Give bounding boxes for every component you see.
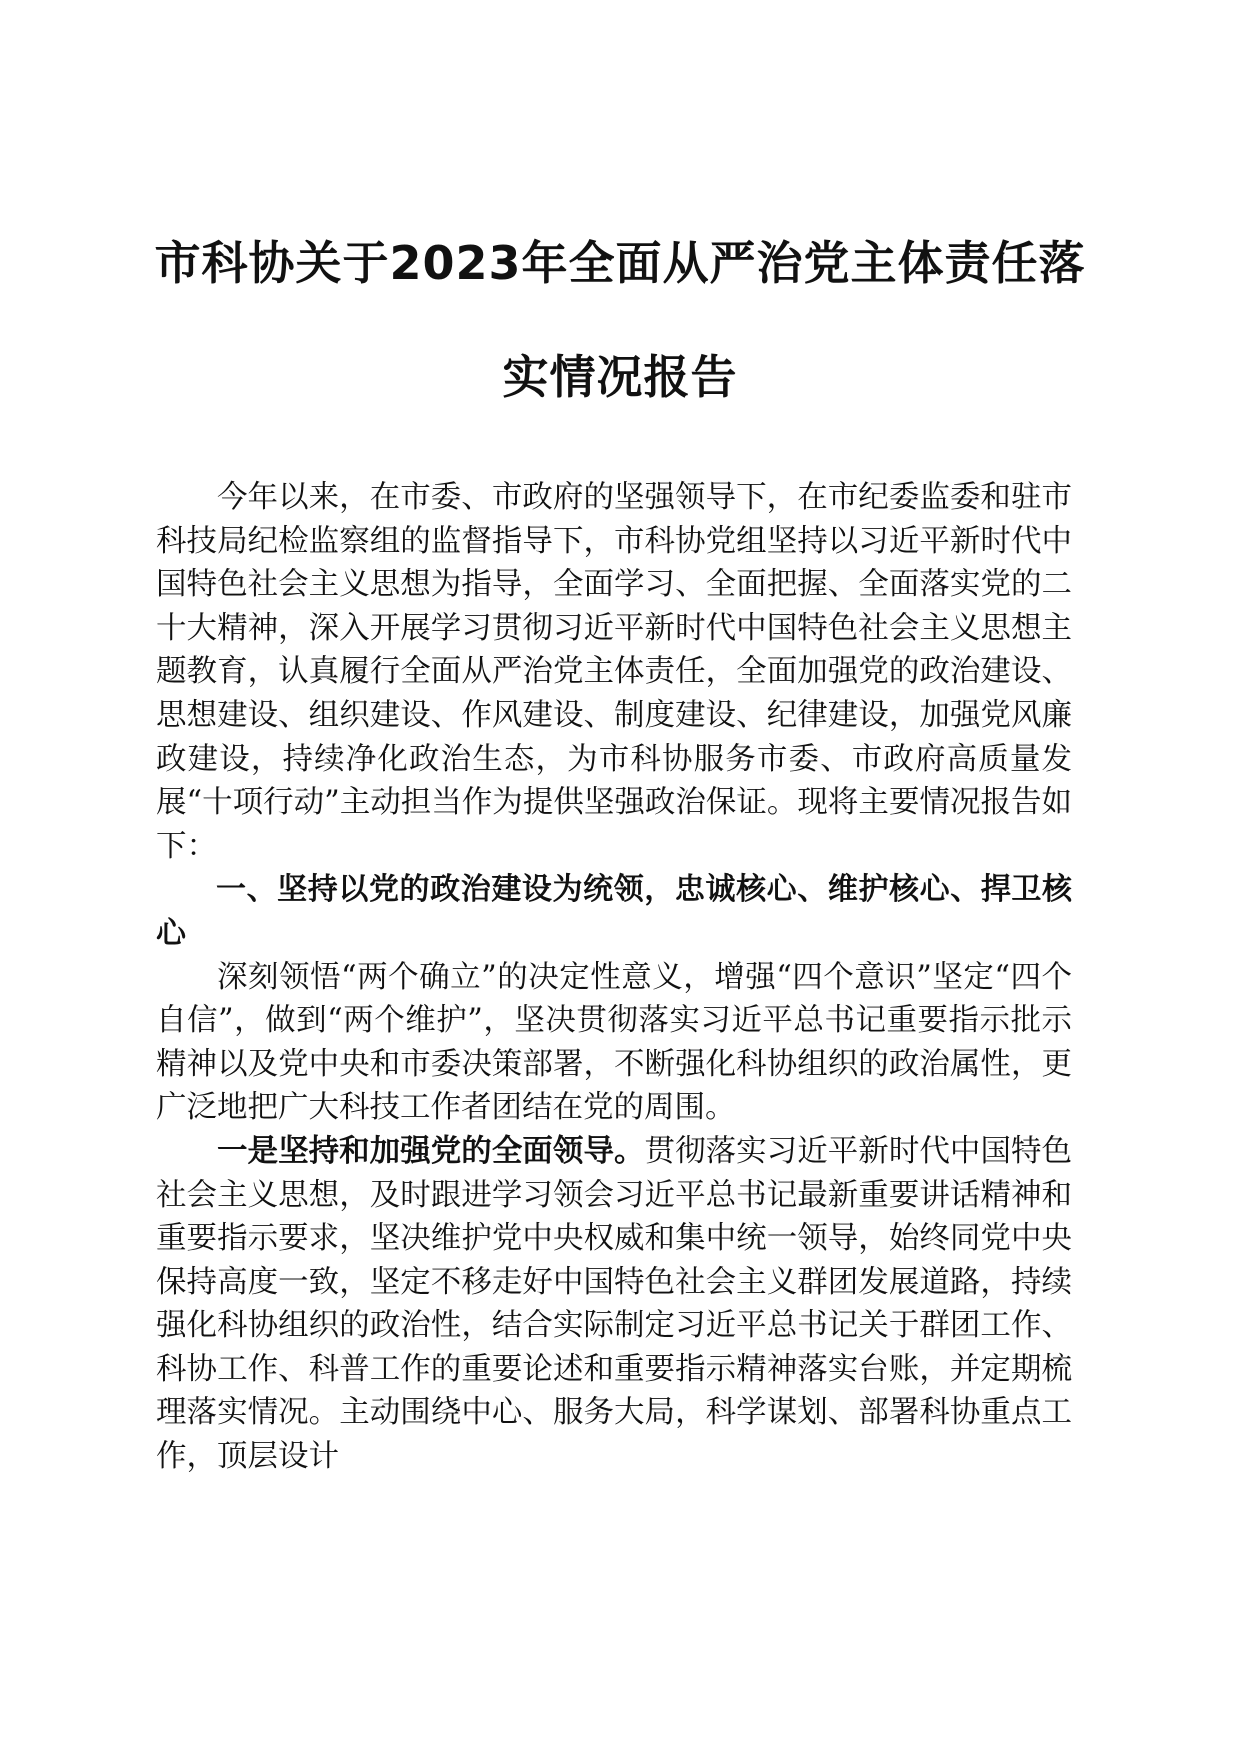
document-title-line-1: 市科协关于2023年全面从严治党主体责任落 xyxy=(154,236,1086,290)
section-heading-1: 一、坚持以党的政治建设为统领，忠诚核心、维护核心、捍卫核心 xyxy=(156,872,1072,951)
section-1-paragraph: 深刻领悟“两个确立”的决定性意义，增强“四个意识”坚定“四个自信”，做到“两个维护”，坚决贯彻落实习近平总书记重要指示批示精神以及党中央和市委决策部署，不断强化科协组织的政治属性，更广泛地把广大科技工作者团结在党的周围。 xyxy=(156,959,1072,1126)
document-title-line-2: 实情况报告 xyxy=(502,350,738,404)
point-1-lead: 一是坚持和加强党的全面领导。 xyxy=(217,1133,645,1169)
section-1-point-1-paragraph xyxy=(156,1130,1072,1479)
intro-paragraph: 今年以来，在市委、市政府的坚强领导下，在市纪委监委和驻市科技局纪检监察组的监督指导下，市科协党组坚持以习近平新时代中国特色社会主义思想为指导，全面学习、全面把握、全面落实党的二十大精神，深入开展学习贯彻习近平新时代中国特色社会主义思想主题教育，认真履行全面从严治党主体责任，全面加强党的政治建设、思想建设、组织建设、作风建设、制度建设、纪律建设，加强党风廉政建设，持续净化政治生态，为市科协服务市委、市政府高质量发展“十项行动”主动担当作为提供坚强政治保证。现将主要情况报告如下： xyxy=(156,480,1072,864)
document-body xyxy=(156,476,1072,1479)
point-1-text: 贯彻落实习近平新时代中国特色社会主义思想，及时跟进学习领会习近平总书记最新重要讲话精神和重要指示要求，坚决维护党中央权威和集中统一领导，始终同党中央保持高度一致，坚定不移走好中国特色社会主义群团发展道路，持续强化科协组织的政治性，结合实际制定习近平总书记关于群团工作、科协工作、科普工作的重要论述和重要指示精神落实台账，并定期梳理落实情况。主动围绕中心、服务大局，科学谋划、部署科协重点工作，顶层设计 xyxy=(156,1133,1073,1475)
